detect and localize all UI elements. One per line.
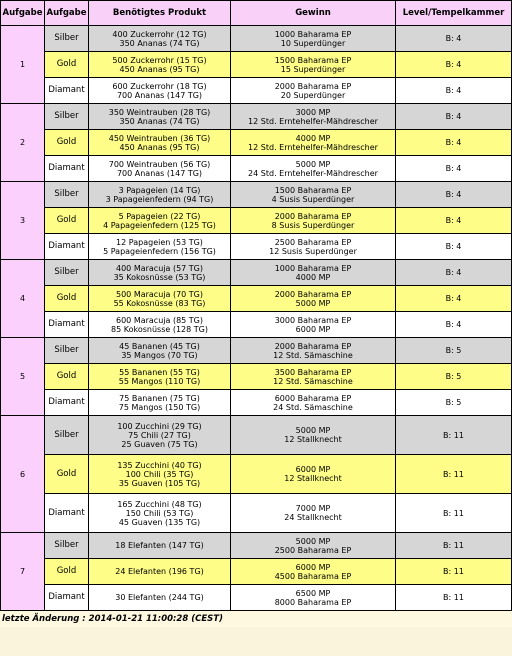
required-product-line: 75 Chili (27 TG) — [128, 430, 191, 440]
reward-cell — [231, 78, 396, 104]
reward-cell — [231, 26, 396, 52]
reward-cell — [231, 260, 396, 286]
reward-cell — [231, 338, 396, 364]
reward-cell — [231, 494, 396, 533]
required-product-line: 5 Papageien (22 TG) — [118, 211, 201, 221]
reward-line: 12 Std. Erntehelfer-Mähdrescher — [248, 116, 378, 126]
reward-cell — [231, 234, 396, 260]
reward-line: 24 Stallknecht — [284, 513, 342, 522]
required-product-cell — [89, 234, 231, 260]
level-cell: B: 11 — [396, 494, 512, 533]
required-product-cell — [89, 312, 231, 338]
reward-cell — [231, 312, 396, 338]
reward-line: 6000 MP — [295, 562, 331, 572]
required-product-line: 450 Ananas (95 TG) — [119, 64, 200, 74]
tier-label: Diamant — [45, 234, 89, 260]
reward-cell — [231, 455, 396, 494]
tier-label: Diamant — [45, 585, 89, 611]
reward-line: 4000 MP — [295, 272, 331, 282]
required-product-line: 18 Elefanten (147 TG) — [115, 541, 204, 550]
task-number: 4 — [1, 260, 45, 338]
reward-line: 3000 MP — [295, 107, 331, 117]
task-number: 1 — [1, 26, 45, 104]
reward-line: 12 Susis Superdünger — [269, 246, 357, 256]
required-product-line: 3 Papageien (14 TG) — [118, 185, 201, 195]
reward-line: 1500 Baharama EP — [274, 185, 352, 195]
level-cell: B: 4 — [396, 260, 512, 286]
table-row — [1, 390, 512, 416]
required-product-line: 35 Mangos (70 TG) — [121, 350, 198, 360]
table-row — [1, 585, 512, 611]
table-row — [1, 130, 512, 156]
level-cell: B: 4 — [396, 182, 512, 208]
level-cell: B: 5 — [396, 390, 512, 416]
table-row — [1, 182, 512, 208]
reward-line: 1000 Baharama EP — [274, 29, 352, 39]
required-product-line: 500 Zuckerrohr (15 TG) — [112, 55, 207, 65]
reward-line: 2000 Baharama EP — [274, 211, 352, 221]
required-product-line: 400 Zuckerrohr (12 TG) — [112, 29, 207, 39]
tier-label: Gold — [45, 208, 89, 234]
task-number: 6 — [1, 416, 45, 533]
level-cell: B: 4 — [396, 26, 512, 52]
tier-label: Silber — [45, 338, 89, 364]
table-row — [1, 208, 512, 234]
table-row — [1, 78, 512, 104]
required-product-cell — [89, 494, 231, 533]
required-product-line: 35 Kokosnüsse (53 TG) — [113, 272, 206, 282]
reward-line: 4000 MP — [295, 133, 331, 143]
task-number: 7 — [1, 533, 45, 611]
tier-label: Gold — [45, 286, 89, 312]
reward-line: 4 Susis Superdünger — [271, 194, 355, 204]
required-product-cell — [89, 52, 231, 78]
required-product-cell — [89, 390, 231, 416]
level-cell: B: 4 — [396, 208, 512, 234]
table-row — [1, 416, 512, 455]
required-product-line: 25 Guaven (75 TG) — [121, 439, 198, 449]
required-product-cell — [89, 182, 231, 208]
tier-label: Silber — [45, 416, 89, 455]
level-cell: B: 4 — [396, 286, 512, 312]
tier-label: Diamant — [45, 494, 89, 533]
required-product-line: 500 Maracuja (70 TG) — [116, 289, 203, 299]
required-product-line: 450 Weintrauben (36 TG) — [108, 133, 211, 143]
required-product-line: 350 Ananas (74 TG) — [119, 38, 200, 48]
reward-line: 5000 MP — [295, 159, 331, 169]
reward-line: 8000 Baharama EP — [274, 597, 352, 607]
reward-cell — [231, 559, 396, 585]
reward-cell — [231, 364, 396, 390]
table-row — [1, 156, 512, 182]
required-product-line: 100 Chili (35 TG) — [125, 469, 194, 479]
required-product-cell — [89, 364, 231, 390]
quest-table-body — [1, 26, 512, 611]
tier-label: Gold — [45, 130, 89, 156]
table-row — [1, 104, 512, 130]
reward-line: 12 Stallknecht — [284, 474, 342, 483]
tier-label: Silber — [45, 104, 89, 130]
reward-line: 6000 MP — [295, 324, 331, 334]
reward-line: 3500 Baharama EP — [274, 367, 352, 377]
tier-label: Silber — [45, 182, 89, 208]
table-row — [1, 260, 512, 286]
task-number: 5 — [1, 338, 45, 416]
reward-line: 24 Std. Erntehelfer-Mähdrescher — [248, 168, 378, 178]
reward-cell — [231, 156, 396, 182]
reward-cell — [231, 208, 396, 234]
reward-line: 1500 Baharama EP — [274, 55, 352, 65]
reward-line: 6500 MP — [295, 588, 331, 598]
tier-label: Gold — [45, 364, 89, 390]
reward-line: 5000 MP — [295, 426, 331, 435]
table-row — [1, 494, 512, 533]
required-product-cell — [89, 533, 231, 559]
reward-line: 24 Std. Sämaschine — [273, 402, 353, 412]
required-product-cell — [89, 559, 231, 585]
required-product-line: 150 Chili (53 TG) — [125, 508, 194, 518]
tier-label: Diamant — [45, 78, 89, 104]
reward-line: 5000 MP — [295, 536, 331, 546]
header-reward: Gewinn — [231, 1, 396, 26]
task-number: 2 — [1, 104, 45, 182]
required-product-line: 75 Bananen (75 TG) — [119, 393, 200, 403]
required-product-line: 55 Kokosnüsse (83 TG) — [113, 298, 206, 308]
reward-line: 3000 Baharama EP — [274, 315, 352, 325]
required-product-line: 5 Papageienfedern (156 TG) — [103, 246, 216, 256]
required-product-line: 700 Ananas (147 TG) — [116, 90, 203, 100]
table-row — [1, 234, 512, 260]
reward-line: 12 Std. Sämaschine — [273, 376, 353, 386]
required-product-line: 100 Zucchini (29 TG) — [117, 421, 202, 431]
required-product-line: 4 Papageienfedern (125 TG) — [103, 220, 216, 230]
tier-label: Gold — [45, 559, 89, 585]
reward-cell — [231, 390, 396, 416]
required-product-line: 45 Guaven (135 TG) — [118, 517, 201, 527]
reward-cell — [231, 533, 396, 559]
required-product-line: 350 Weintrauben (28 TG) — [108, 107, 211, 117]
required-product-line: 350 Ananas (74 TG) — [119, 116, 200, 126]
required-product-cell — [89, 156, 231, 182]
tier-label: Gold — [45, 52, 89, 78]
header-task-tier: Aufgabe — [45, 1, 89, 26]
table-row — [1, 338, 512, 364]
required-product-cell — [89, 338, 231, 364]
level-cell: B: 4 — [396, 312, 512, 338]
reward-line: 12 Stallknecht — [284, 435, 342, 444]
reward-line: 8 Susis Superdünger — [271, 220, 355, 230]
required-product-cell — [89, 208, 231, 234]
table-row — [1, 286, 512, 312]
reward-line: 15 Superdünger — [280, 64, 346, 74]
required-product-cell — [89, 78, 231, 104]
required-product-line: 600 Maracuja (85 TG) — [116, 315, 203, 325]
level-cell: B: 5 — [396, 364, 512, 390]
level-cell: B: 4 — [396, 234, 512, 260]
required-product-cell — [89, 286, 231, 312]
reward-line: 6000 MP — [295, 465, 331, 474]
level-cell: B: 11 — [396, 585, 512, 611]
required-product-cell — [89, 585, 231, 611]
reward-line: 7000 MP — [295, 504, 331, 513]
required-product-line: 24 Elefanten (196 TG) — [115, 567, 204, 576]
table-row — [1, 52, 512, 78]
required-product-line: 700 Ananas (147 TG) — [116, 168, 203, 178]
header-row — [1, 1, 512, 26]
level-cell: B: 5 — [396, 338, 512, 364]
reward-cell — [231, 182, 396, 208]
last-modified: letzte Änderung : 2014-01-21 11:00:28 (CEST) — [2, 614, 223, 624]
required-product-line: 55 Bananen (55 TG) — [119, 367, 200, 377]
required-product-line: 12 Papageien (53 TG) — [116, 237, 203, 247]
reward-line: 20 Superdünger — [280, 90, 346, 100]
table-row — [1, 26, 512, 52]
required-product-line: 135 Zucchini (40 TG) — [117, 460, 202, 470]
reward-line: 2500 Baharama EP — [274, 237, 352, 247]
required-product-cell — [89, 455, 231, 494]
required-product-line: 75 Mangos (150 TG) — [118, 402, 201, 412]
reward-line: 5000 MP — [295, 298, 331, 308]
reward-line: 12 Std. Sämaschine — [273, 350, 353, 360]
reward-cell — [231, 585, 396, 611]
table-row — [1, 533, 512, 559]
table-row — [1, 559, 512, 585]
header-level: Level/Tempelkammer — [396, 1, 512, 26]
reward-cell — [231, 52, 396, 78]
level-cell: B: 4 — [396, 104, 512, 130]
reward-line: 6000 Baharama EP — [274, 393, 352, 403]
table-row — [1, 455, 512, 494]
table-row — [1, 312, 512, 338]
reward-cell — [231, 130, 396, 156]
reward-line: 2000 Baharama EP — [274, 289, 352, 299]
tier-label: Silber — [45, 533, 89, 559]
header-required-product: Benötigtes Produkt — [89, 1, 231, 26]
reward-line: 4500 Baharama EP — [274, 571, 352, 581]
reward-line: 2000 Baharama EP — [274, 341, 352, 351]
tier-label: Silber — [45, 26, 89, 52]
reward-line: 2500 Baharama EP — [274, 545, 352, 555]
level-cell: B: 4 — [396, 130, 512, 156]
required-product-line: 85 Kokosnüsse (128 TG) — [111, 324, 208, 334]
required-product-cell — [89, 416, 231, 455]
header-task-number: Aufgabe — [1, 1, 45, 26]
reward-cell — [231, 286, 396, 312]
required-product-cell — [89, 130, 231, 156]
level-cell: B: 11 — [396, 533, 512, 559]
required-product-line: 600 Zuckerrohr (18 TG) — [112, 81, 207, 91]
required-product-line: 3 Papageienfedern (94 TG) — [105, 194, 214, 204]
level-cell: B: 4 — [396, 156, 512, 182]
tier-label: Diamant — [45, 312, 89, 338]
level-cell: B: 11 — [396, 559, 512, 585]
tier-label: Diamant — [45, 390, 89, 416]
tier-label: Diamant — [45, 156, 89, 182]
required-product-line: 30 Elefanten (244 TG) — [115, 593, 204, 602]
required-product-line: 55 Mangos (110 TG) — [118, 376, 201, 386]
reward-line: 1000 Baharama EP — [274, 263, 352, 273]
level-cell: B: 11 — [396, 416, 512, 455]
task-number: 3 — [1, 182, 45, 260]
required-product-line: 165 Zucchini (48 TG) — [117, 499, 202, 509]
tier-label: Gold — [45, 455, 89, 494]
required-product-line: 35 Guaven (105 TG) — [118, 478, 201, 488]
required-product-line: 45 Bananen (45 TG) — [119, 341, 200, 351]
level-cell: B: 4 — [396, 52, 512, 78]
required-product-line: 400 Maracuja (57 TG) — [116, 263, 203, 273]
required-product-line: 450 Ananas (95 TG) — [119, 142, 200, 152]
required-product-cell — [89, 104, 231, 130]
level-cell: B: 11 — [396, 455, 512, 494]
tier-label: Silber — [45, 260, 89, 286]
required-product-line: 700 Weintrauben (56 TG) — [108, 159, 211, 169]
reward-cell — [231, 416, 396, 455]
reward-line: 2000 Baharama EP — [274, 81, 352, 91]
level-cell: B: 4 — [396, 78, 512, 104]
required-product-cell — [89, 260, 231, 286]
required-product-cell — [89, 26, 231, 52]
reward-line: 10 Superdünger — [280, 38, 346, 48]
reward-cell — [231, 104, 396, 130]
table-row — [1, 364, 512, 390]
reward-line: 12 Std. Erntehelfer-Mähdrescher — [248, 142, 378, 152]
